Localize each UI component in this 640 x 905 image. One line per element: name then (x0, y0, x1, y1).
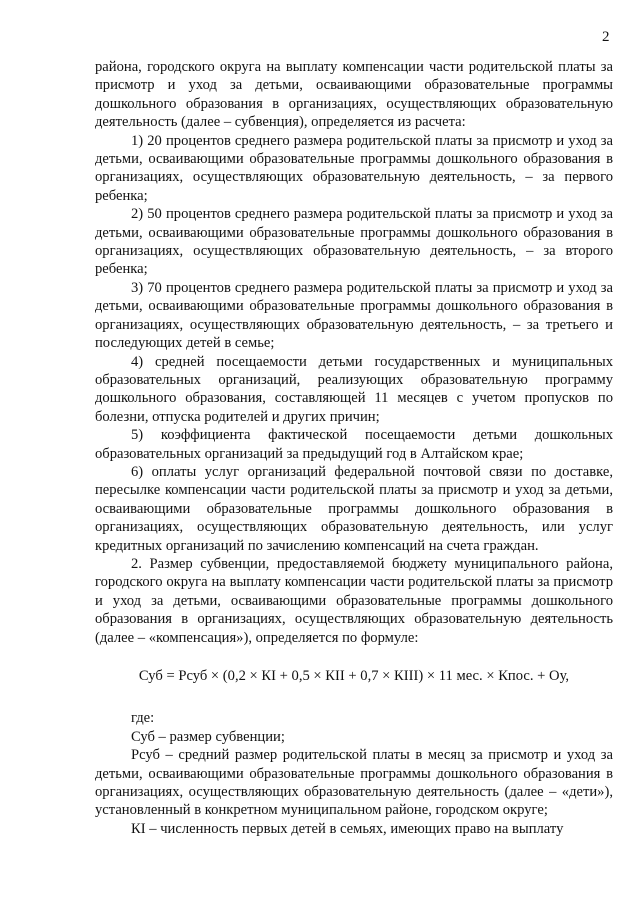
list-item-5: 5) коэффициента фактической посещаемости детьми дошкольных образовательных организаций за предыдущий год в Алтайском крае; (95, 427, 613, 462)
definition-rsub: Рсуб – средний размер родительской платы в месяц за присмотр и уход за детьми, осваивающими образовательные программы дошкольного образования в организациях, осуществляющих образовательную деятельность (далее – «дети»), установленный в конкретном муниципальном районе, городском округе; (95, 747, 613, 819)
list-item-2: 2) 50 процентов среднего размера родительской платы за присмотр и уход за детьми, осваивающими образовательные программы дошкольного образования в организациях, осуществляющих образовательную деятельность, – за второго ребенка; (95, 206, 613, 278)
list-item-3: 3) 70 процентов среднего размера родительской платы за присмотр и уход за детьми, осваивающими образовательные программы дошкольного образования в организациях, осуществляющих образовательную деятельность, – за третьего и последующих детей в семье; (95, 279, 613, 352)
page-number: 2 (602, 29, 610, 45)
definition-sub: Суб – размер субвенции; (131, 728, 285, 745)
where-label: где: (131, 710, 155, 727)
list-item-4: 4) средней посещаемости детьми государственных и муниципальных образовательных организаций, реализующих образовательную программу дошкольного образования, составляющей 11 месяцев с учетом пропусков по болезни, отпуска родителей и других причин; (95, 353, 613, 425)
definition-k1: КI – численность первых детей в семьях, имеющих право на выплату (131, 820, 564, 837)
formula: Суб = Рсуб × (0,2 × КI + 0,5 × КII + 0,7 × КIII) × 11 мес. × Кпос. + Оу, (138, 668, 570, 684)
document-body (95, 58, 613, 838)
list-item-1: 1) 20 процентов среднего размера родительской платы за присмотр и уход за детьми, осваивающими образовательные программы дошкольного образования в организациях, осуществляющих образовательную деятельность, – за первого ребенка; (95, 132, 613, 204)
paragraph-continuation: района, городского округа на выплату компенсации части родительской платы за присмотр и уход за детьми, осваивающими образовательные программы дошкольного образования в организациях, осуществляющих образовательную деятельность (далее – субвенция), определяется из расчета: (95, 59, 613, 131)
section-2-paragraph: 2. Размер субвенции, предоставляемой бюджету муниципального района, городского округа на выплату компенсации части родительской платы за присмотр и уход за детьми, осваивающими образовательные программы дошкольного образования в организациях, осуществляющих образовательную деятельность (далее – «компенсация»), определяется по формуле: (95, 555, 613, 646)
list-item-6: 6) оплаты услуг организаций федеральной почтовой связи по доставке, пересылке компенсации части родительской платы за присмотр и уход за детьми, осваивающими образовательные программы дошкольного образования в организациях, осуществляющих образовательную деятельность, или услуг кредитных организаций по зачислению компенсаций на счета граждан. (95, 463, 613, 554)
